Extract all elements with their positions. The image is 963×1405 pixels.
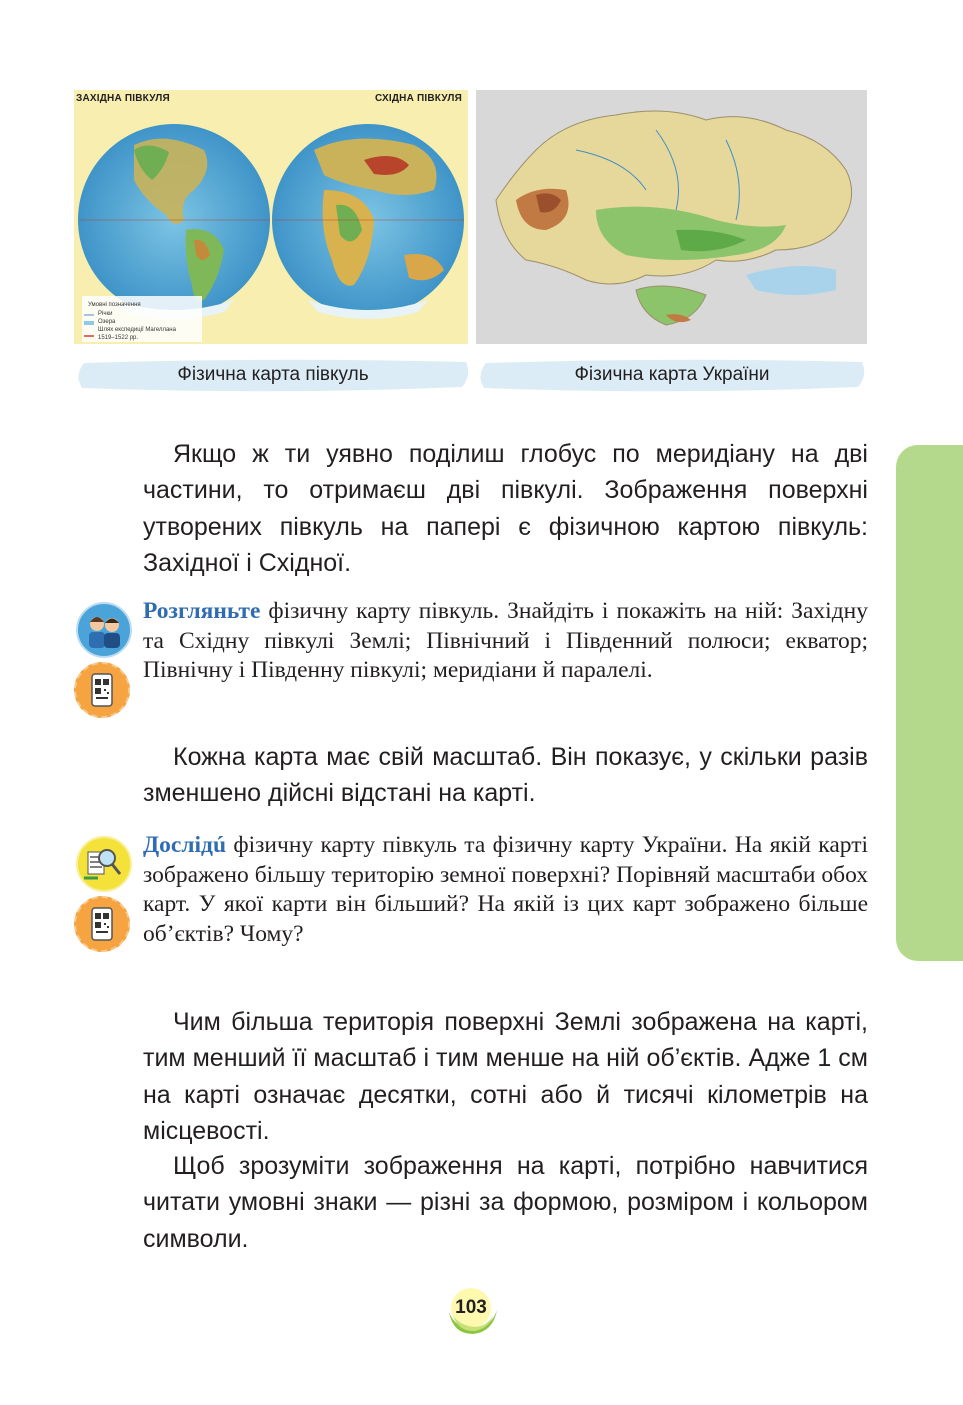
side-tab-marker [896, 445, 963, 961]
page-number: 103 [455, 1297, 487, 1318]
qr-code-phone-icon[interactable] [74, 896, 130, 952]
legend-item-lakes: Озера [98, 319, 116, 325]
hemispheres-caption: Фізична карта півкуль [177, 364, 369, 385]
western-hemisphere-label: ЗАХІДНА ПІВКУЛЯ [76, 93, 170, 104]
pupils-pair-icon [76, 602, 132, 658]
legend-item-years: 1519–1522 рр. [98, 335, 139, 341]
legend-item-rivers: Річки [98, 311, 113, 317]
paragraph-1: Якщо ж ти уявно поділиш глобус по меридіану на дві частини, то отримаєш дві півкулі. Зображення поверхні утворених півкуль на папері є фізичною картою півкуль: Західної і Східної. [143, 440, 868, 578]
ukraine-map-image [476, 90, 867, 344]
task-investigate-text: фізичну карту півкуль та фізичну карту України. На якій карті зображено більшу територію земної поверхні? Порівняй масштаби обох карт. У якої карти він більший? На якій із цих карт зображено більше об’єктів? Чому? [143, 832, 868, 947]
ukraine-map-figure [476, 90, 867, 344]
task-examine-text: фізичну карту півкуль. Знайдіть і покажіть на ній: Західну та Східну півкулі Землі; Північний і Південний полюси; екватор; Північну і Південну півкулі; меридіани й паралелі. [143, 598, 868, 683]
task-keyword-examine: Розгляньте [143, 598, 261, 624]
magnifier-document-icon [76, 836, 132, 892]
hemispheres-caption-band [74, 357, 472, 393]
task-keyword-investigate: Дослідú [143, 832, 227, 858]
legend-title: Умовні позначення [88, 302, 141, 308]
ukraine-caption: Фізична карта України [574, 364, 770, 385]
page-number-badge [443, 1286, 501, 1338]
paragraph-3: Чим більша територія поверхні Землі зображена на карті, тим менший її масштаб і тим менше на ній об’єктів. Адже 1 см на карті означає десятки, сотні або й тисячі кілометрів на місцевості. [143, 1008, 868, 1146]
qr-code-phone-icon[interactable] [74, 662, 130, 718]
legend-item-magellan-route: Шлях експедиції Магеллана [98, 327, 176, 333]
eastern-hemisphere-label: СХІДНА ПІВКУЛЯ [374, 93, 462, 104]
task-investigate-maps [143, 831, 868, 949]
task-examine-map [143, 597, 868, 686]
paragraph-2: Кожна карта має свій масштаб. Він показує, у скільки разів зменшено дійсні відстані на карті. [143, 743, 868, 808]
paragraph-4: Щоб зрозуміти зображення на карті, потрібно навчитися читати умовні знаки — різні за формою, розміром і кольором символи. [143, 1152, 868, 1253]
ukraine-caption-band [476, 357, 868, 393]
hemispheres-map-figure [74, 90, 468, 344]
